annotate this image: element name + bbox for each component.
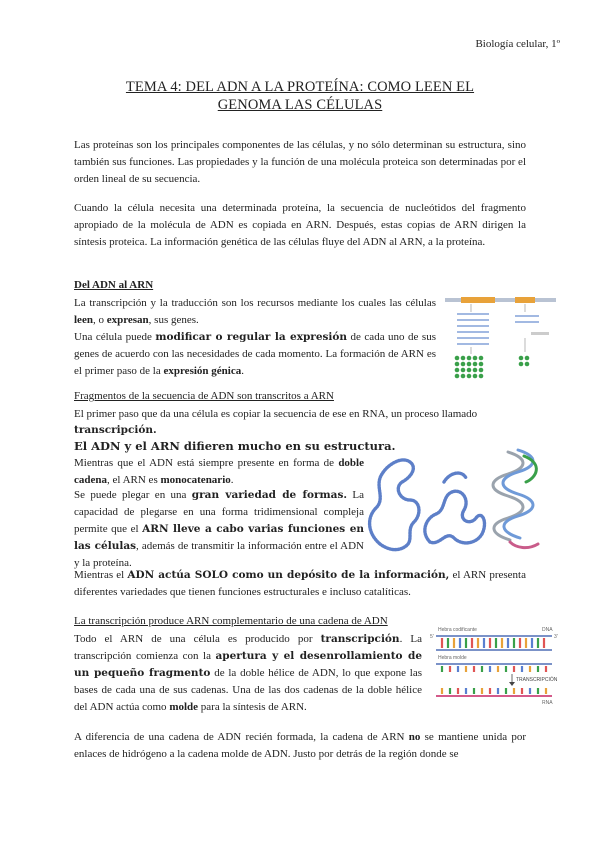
title-line-1: TEMA 4: DEL ADN A LA PROTEÍNA: COMO LEEN EL	[125, 79, 475, 95]
section-heading-fragmentos: Fragmentos de la secuencia de ADN son transcritos a ARN	[74, 390, 334, 402]
hebra-codificante-label: Hebra codificante	[438, 627, 477, 633]
s2-paragraph-e: Mientras el ADN actúa SOLO como un depósito de la información, el ARN presenta diferentes variedades que tienen funciones estructurales e incluso catalíticas.	[74, 569, 526, 598]
intro-paragraph-1: Las proteínas son los principales componentes de las células, y no sólo determinan su estructura, sino también sus funciones. Las propiedades y la función de una molécula proteica son determinadas por el orden lineal de su secuencia.	[74, 139, 526, 185]
rna-label: RNA	[542, 700, 553, 706]
s2-line-3: El ADN y el ARN difieren mucho en su estructura.	[74, 439, 396, 453]
page-title	[80, 78, 520, 114]
rna-folded-structures-image	[358, 442, 554, 558]
s3-paragraph-g: A diferencia de una cadena de ADN recién formada, la cadena de ARN no se mantiene unida por enlaces de hidrógeno a la cadena molde de ADN. Justo por detrás de la región donde se	[74, 731, 526, 760]
gene-expression-diagram	[443, 292, 558, 390]
s2-paragraph-d: Se puede plegar en una gran variedad de formas. La capacidad de plegarse en una forma tridimensional compleja permite que el ARN lleve a cabo varias funciones en las células, además de transmitir la información entre el ADN y la proteína.	[74, 489, 365, 569]
title-line-2: GENOMA LAS CÉLULAS	[217, 97, 383, 113]
s2-line-1: El primer paso que da una célula es copiar la secuencia de ese en RNA, un proceso llamado	[74, 408, 478, 420]
s1-paragraph-b: Una célula puede modificar o regular la expresión de cada uno de sus genes de acuerdo con las necesidades de cada momento. La formación de ARN es el primer paso de la expresión génica.	[74, 331, 436, 377]
section-heading-del-adn-al-arn: Del ADN al ARN	[74, 279, 154, 291]
dna-label: DNA	[542, 627, 553, 633]
s2-line-2: transcripción.	[74, 424, 157, 436]
transcription-diagram	[430, 624, 560, 706]
s2-paragraph-c: Mientras que el ADN está siempre presente en forma de doble cadena, el ARN es monocatenario.	[74, 457, 364, 486]
section-heading-transcripcion: La transcripción produce ARN complementario de una cadena de ADN	[74, 615, 388, 627]
svg-text:5': 5'	[430, 634, 434, 640]
hebra-molde-label: Hebra molde	[438, 655, 467, 661]
intro-paragraph-2: Cuando la célula necesita una determinada proteína, la secuencia de nucleótidos del fragmento apropiado de la molécula de ADN es copiada en ARN. Después, estas copias de ARN dirigen la síntesis proteica. La información genética de las células fluye del ADN al ARN, a la proteína.	[74, 202, 526, 248]
course-header: Biología celular, 1º	[475, 38, 560, 50]
svg-text:3': 3'	[554, 634, 558, 640]
transcripcion-label: TRANSCRIPCIÓN	[516, 677, 558, 683]
s3-paragraph-f: Todo el ARN de una célula es producido por transcripción. La transcripción comienza con la apertura y el desenrollamiento de un pequeño fragmento de la doble hélice de ADN, lo que expone las bases de cada una de sus cadenas. Una de las dos cadenas de la doble hélice del ADN actúa como molde para la síntesis de ARN.	[74, 633, 422, 713]
s1-paragraph-a: La transcripción y la traducción son los recursos mediante los cuales las células leen, o expresan, sus genes.	[74, 297, 436, 326]
